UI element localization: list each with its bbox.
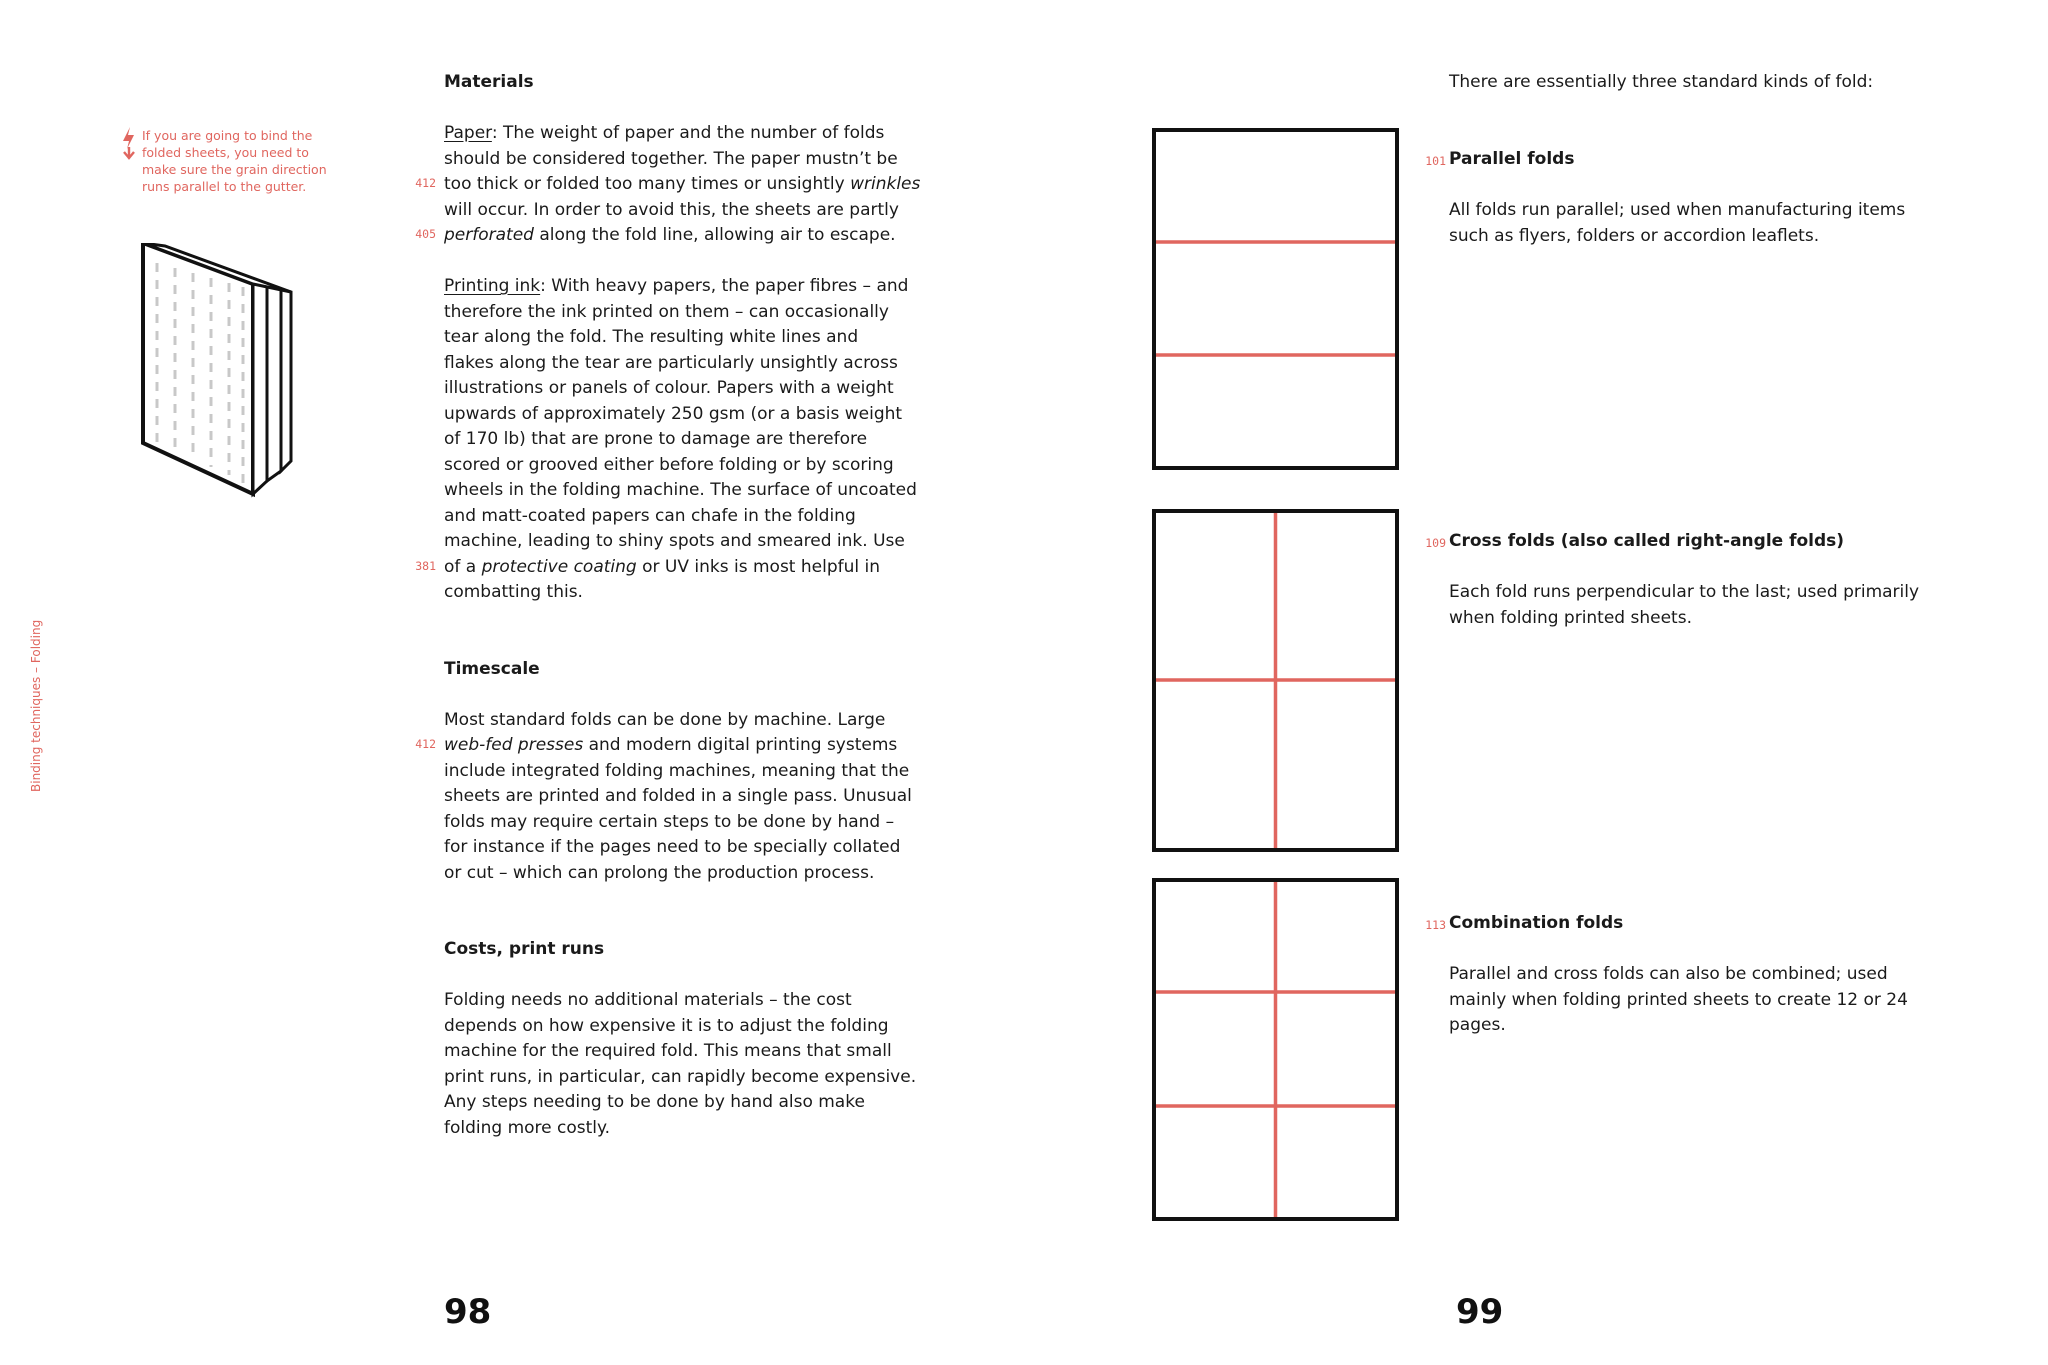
materials-heading: Materials [444,72,534,92]
cross-reference: 412 [415,737,436,751]
timescale-heading: Timescale [444,658,540,679]
cross-reference: 109 [1425,536,1446,550]
printing-ink-paragraph: Printing ink: With heavy papers, the paper fibres – and therefore the ink printed on them – can occasionally tear along the fold. The resulting white lines and flakes along the tear are particularly unsightly across illustrations or panels of colour. Papers with a weight upwards of approximately 250 gsm (or a basis weight of 170 lb) that are prone to damage are therefore scored or grooved either before folding or by scoring wheels in the folding machine. The surface of uncoated and matt-coated papers can chafe in the folding machine, leading to shiny spots and smeared ink. Use of a protective coating or UV inks is most helpful in combatting this. [444,276,917,602]
cross-reference: 101 [1425,154,1446,168]
cross-reference: 405 [415,227,436,241]
parallel-folds-block [1449,147,2009,249]
cross-reference: 412 [415,176,436,190]
combination-folds-text: Parallel and cross folds can also be combined; used mainly when folding printed sheets to create 12 or 24 pages. [1449,964,1908,1035]
intro-text: There are essentially three standard kinds of fold: [1449,72,1874,92]
combination-fold-diagram [1152,878,1399,1221]
cross-fold-diagram [1152,509,1399,852]
folded-book-icon [135,243,305,503]
margin-note: If you are going to bind the folded sheets, you need to make sure the grain direction runs parallel to the gutter. [142,128,327,194]
running-head: Binding techniques – Folding [29,619,43,792]
page-number-right: 99 [1456,1292,1504,1332]
parallel-folds-text: All folds run parallel; used when manufacturing items such as flyers, folders or accordion leaflets. [1449,200,1906,246]
cross-folds-heading: Cross folds (also called right-angle folds) [1449,531,1845,551]
printing-ink-term: Printing ink [444,276,541,296]
cross-folds-block [1449,529,2009,631]
combination-folds-block [1449,911,2009,1039]
cross-folds-text: Each fold runs perpendicular to the last; used primarily when folding printed sheets. [1449,582,1920,628]
combination-folds-heading: Combination folds [1449,913,1624,933]
cross-reference: 113 [1425,918,1446,932]
costs-paragraph: Folding needs no additional materials – the cost depends on how expensive it is to adjust the folding machine for the required fold. This means that small print runs, in particular, can rapidly become expensive. Any steps needing to be done by hand also make folding more costly. [444,990,917,1138]
paper-paragraph: Paper: The weight of paper and the number of folds should be considered together. The paper mustn’t be too thick or folded too many times or unsightly wrinkles will occur. In order to avoid this, the sheets are partly perforated along the fold line, allowing air to escape. [444,123,921,245]
parallel-folds-heading: Parallel folds [1449,149,1575,169]
costs-heading: Costs, print runs [444,939,605,959]
paper-term: Paper [444,123,492,143]
page-number-left: 98 [444,1292,492,1332]
cross-reference: 381 [415,559,436,573]
left-text-column [444,70,924,1141]
lightning-arrow-icon [120,127,138,161]
parallel-fold-diagram [1152,128,1399,470]
timescale-paragraph: Most standard folds can be done by machine. Large web-fed presses and modern digital printing systems include integrated folding machines, meaning that the sheets are printed and folded in a single pass. Unusual folds may require certain steps to be done by hand – for instance if the pages need to be specially collated or cut – which can prolong the production process. [444,709,912,883]
